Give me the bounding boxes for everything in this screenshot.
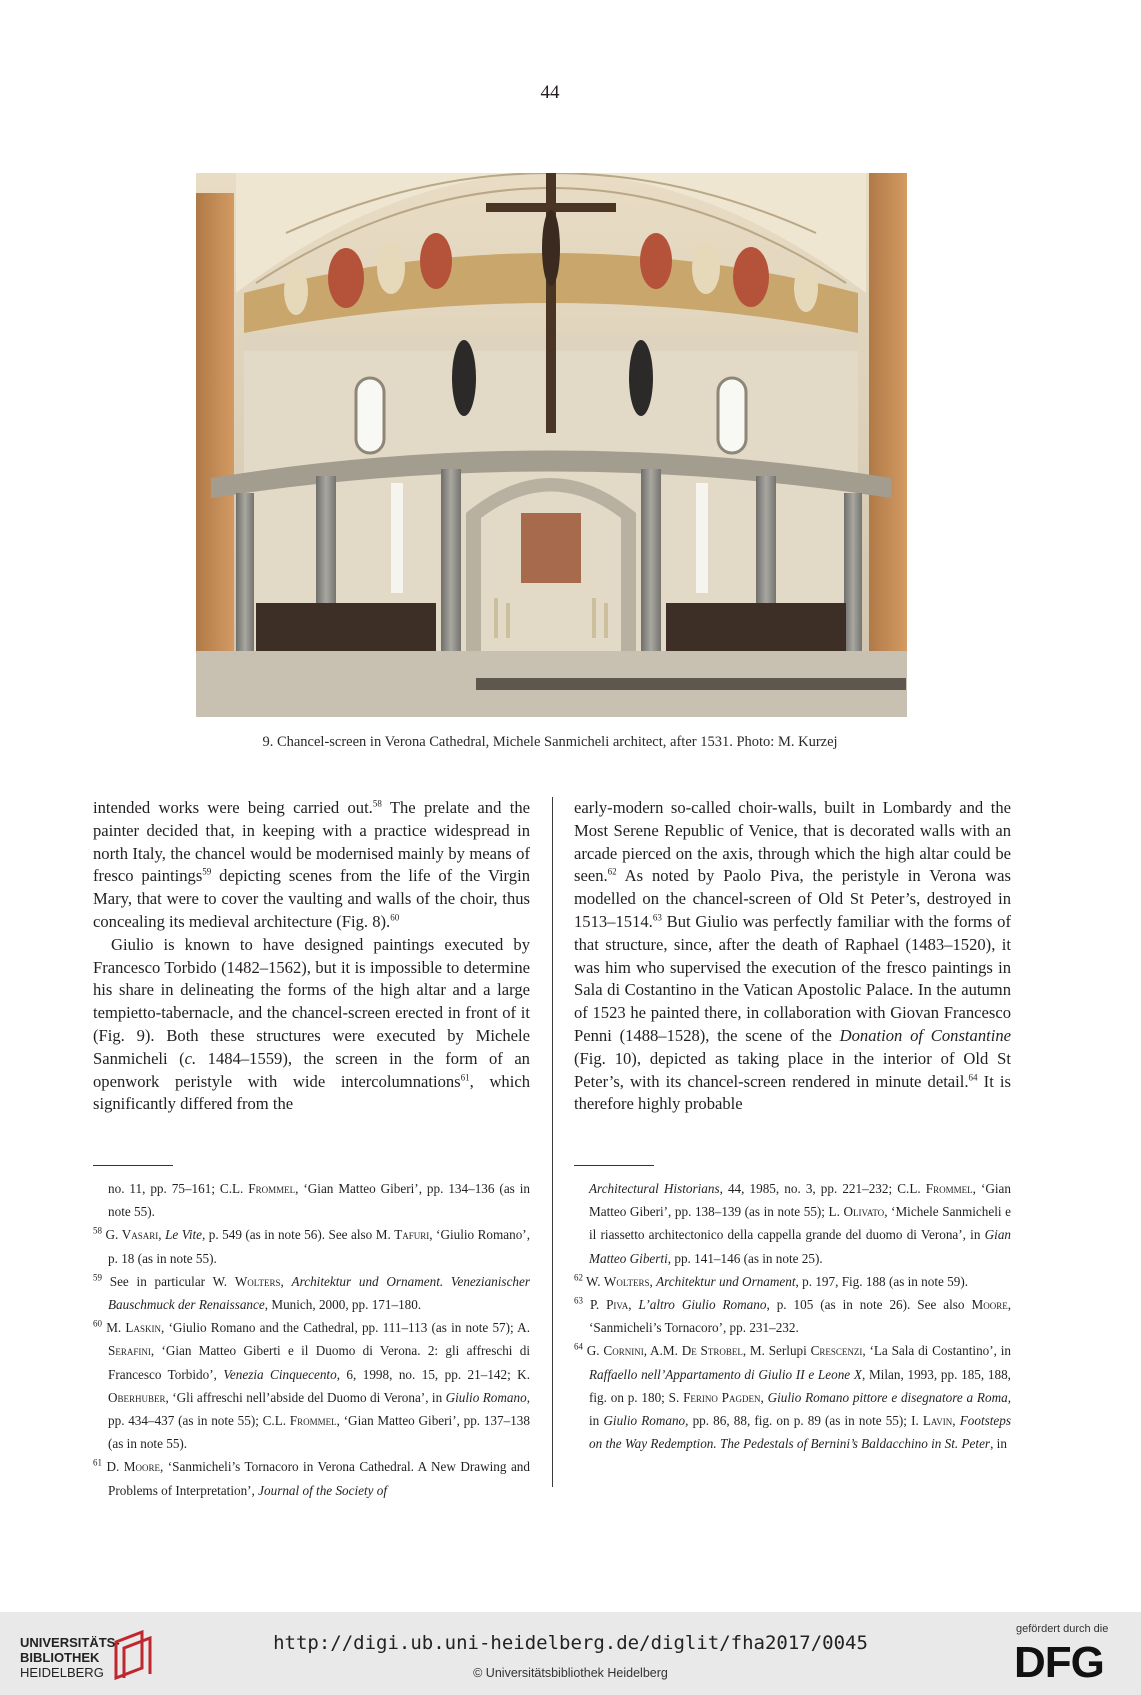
body-column-right (574, 797, 1011, 1116)
dfg-logo: DFG (1014, 1638, 1104, 1687)
footnotes-right (574, 1177, 1011, 1455)
body-column-left (93, 797, 530, 1116)
footnote-rule (574, 1165, 654, 1166)
footnote: $^{60}$ M. Laskin, ‘Giulio Romano and the Cathedral, pp. 111–113 (as in note 57); A. Serafini, ‘Gian Matteo Giberti e il Duomo di Verona. 2: gli affreschi di Francesco Torbido’, Venezia Cinquecento, 6, 1998, no. 15, pp. 21–142; K. Oberhuber, ‘Gli affreschi nell’abside del Duomo di Verona’, in Giulio Romano, pp. 434–437 (as in note 55); C.L. Frommel, ‘Gian Matteo Giberi’, pp. 137–138 (as in note 55). (93, 1318, 530, 1452)
footnote: $^{59}$ See in particular W. Wolters, Architektur und Ornament. Venezianischer Bauschmuck der Renaissance, Munich, 2000, pp. 171–180. (93, 1272, 530, 1313)
body-paragraph: Giulio is known to have designed paintings executed by Francesco Torbido (1482–1562), but it is impossible to determine his share in delineating the forms of the high altar and a large tempietto-tabernacle, and the chancel-screen erected in front of it (Fig. 9). Both these structures were executed by Michele Sanmicheli (c. 1484–1559), the screen in the form of an openwork peristyle with wide intercolumnations$^{61}$, which significantly differed from the (93, 934, 530, 1114)
footnote: no. 11, pp. 75–161; C.L. Frommel, ‘Gian Matteo Giberi’, pp. 134–136 (as in note 55). (108, 1181, 530, 1220)
digital-library-link[interactable]: http://digi.ub.uni-heidelberg.de/diglit/fha2017/0045 (273, 1632, 868, 1654)
body-paragraph: early-modern so-called choir-walls, built in Lombardy and the Most Serene Republic of Venice, that is decorated walls with an arcade pierced on the axis, through which the high altar could be seen.$^{62}$ As noted by Paolo Piva, the peristyle in Verona was modelled on the chancel-screen of Old St Peter’s, destroyed in 1513–1514.63 But Giulio was perfectly familiar with the forms of that structure, since, after the death of Raphael (1483–1520), it was him who supervised the execution of the fresco paintings in Sala di Costantino in the Vatican Apostolic Palace. In the autumn of 1523 he painted there, in collaboration with Giovan Francesco Penni (1488–1528), the scene of the Donation of Constantine (Fig. 10), depicted as taking place in the interior of Old St Peter’s, with its chancel-screen rendered in minute detail.$^{64}$ It is therefore highly probable (574, 798, 1012, 1114)
footnote: $^{64}$ G. Cornini, A.M. De Strobel, M. Serlupi Crescenzi, ‘La Sala di Costantino’, in Raffaello nell’Appartamento di Giulio II e Leone X, Milan, 1993, pp. 185, 188, fig. on p. 180; S. Ferino Pagden, Giulio Romano pittore e disegnatore a Roma, in Giulio Romano, pp. 86, 88, fig. on p. 89 (as in note 55); I. Lavin, Footsteps on the Way Redemption. The Pedestals of Bernini’s Baldacchino in St. Peter, in (574, 1342, 1011, 1452)
footnotes-left (93, 1177, 530, 1502)
footer-bar (0, 1612, 1141, 1695)
footnote: $^{63}$ P. Piva, L’altro Giulio Romano, p. 105 (as in note 26). See also Moore, ‘Sanmicheli’s Tornacoro’, pp. 231–232. (574, 1295, 1011, 1336)
chancel-screen-illustration (196, 173, 907, 717)
library-name-line2: BIBLIOTHEK (20, 1650, 100, 1665)
copyright-notice: © Universitätsbibliothek Heidelberg (473, 1666, 668, 1680)
footnote: $^{61}$ D. Moore, ‘Sanmicheli’s Tornacoro in Verona Cathedral. A New Drawing and Problems of Interpretation’, Journal of the Society of (93, 1458, 530, 1498)
funded-by-label: gefördert durch die (1016, 1623, 1109, 1635)
library-name-line3: HEIDELBERG (20, 1665, 104, 1680)
column-divider (552, 797, 553, 1487)
figure-caption: 9. Chancel-screen in Verona Cathedral, Michele Sanmicheli architect, after 1531. Photo: M. Kurzej (262, 734, 838, 750)
footnote: $^{58}$ G. Vasari, Le Vite, p. 549 (as in note 56). See also M. Tafuri, ‘Giulio Romano’, p. 18 (as in note 55). (93, 1226, 530, 1266)
footnote: Architectural Historians, 44, 1985, no. 3, pp. 221–232; C.L. Frommel, ‘Gian Matteo Giberi’, pp. 138–139 (as in note 55); L. Olivato, ‘Michele Sanmicheli e il riassetto architectonico della cappella grande del duomo di Verona’, in Gian Matteo Giberti, pp. 141–146 (as in note 25). (589, 1181, 1011, 1266)
footnote-rule (93, 1165, 173, 1166)
library-name-line1: UNIVERSITÄTS- (20, 1635, 120, 1650)
body-paragraph: intended works were being carried out.$^{58}$ The prelate and the painter decided that, in keeping with a practice widespread in north Italy, the chancel would be modernised mainly by means of fresco paintings$^{59}$ depicting scenes from the life of the Virgin Mary, that were to cover the vaulting and walls of the choir, thus concealing its medieval architecture (Fig. 8).$^{60}$ (93, 798, 530, 931)
page-number: 44 (540, 82, 560, 103)
figure-photo (196, 173, 907, 717)
footnote: $^{62}$ W. Wolters, Architektur und Ornament, p. 197, Fig. 188 (as in note 59). (574, 1272, 969, 1289)
